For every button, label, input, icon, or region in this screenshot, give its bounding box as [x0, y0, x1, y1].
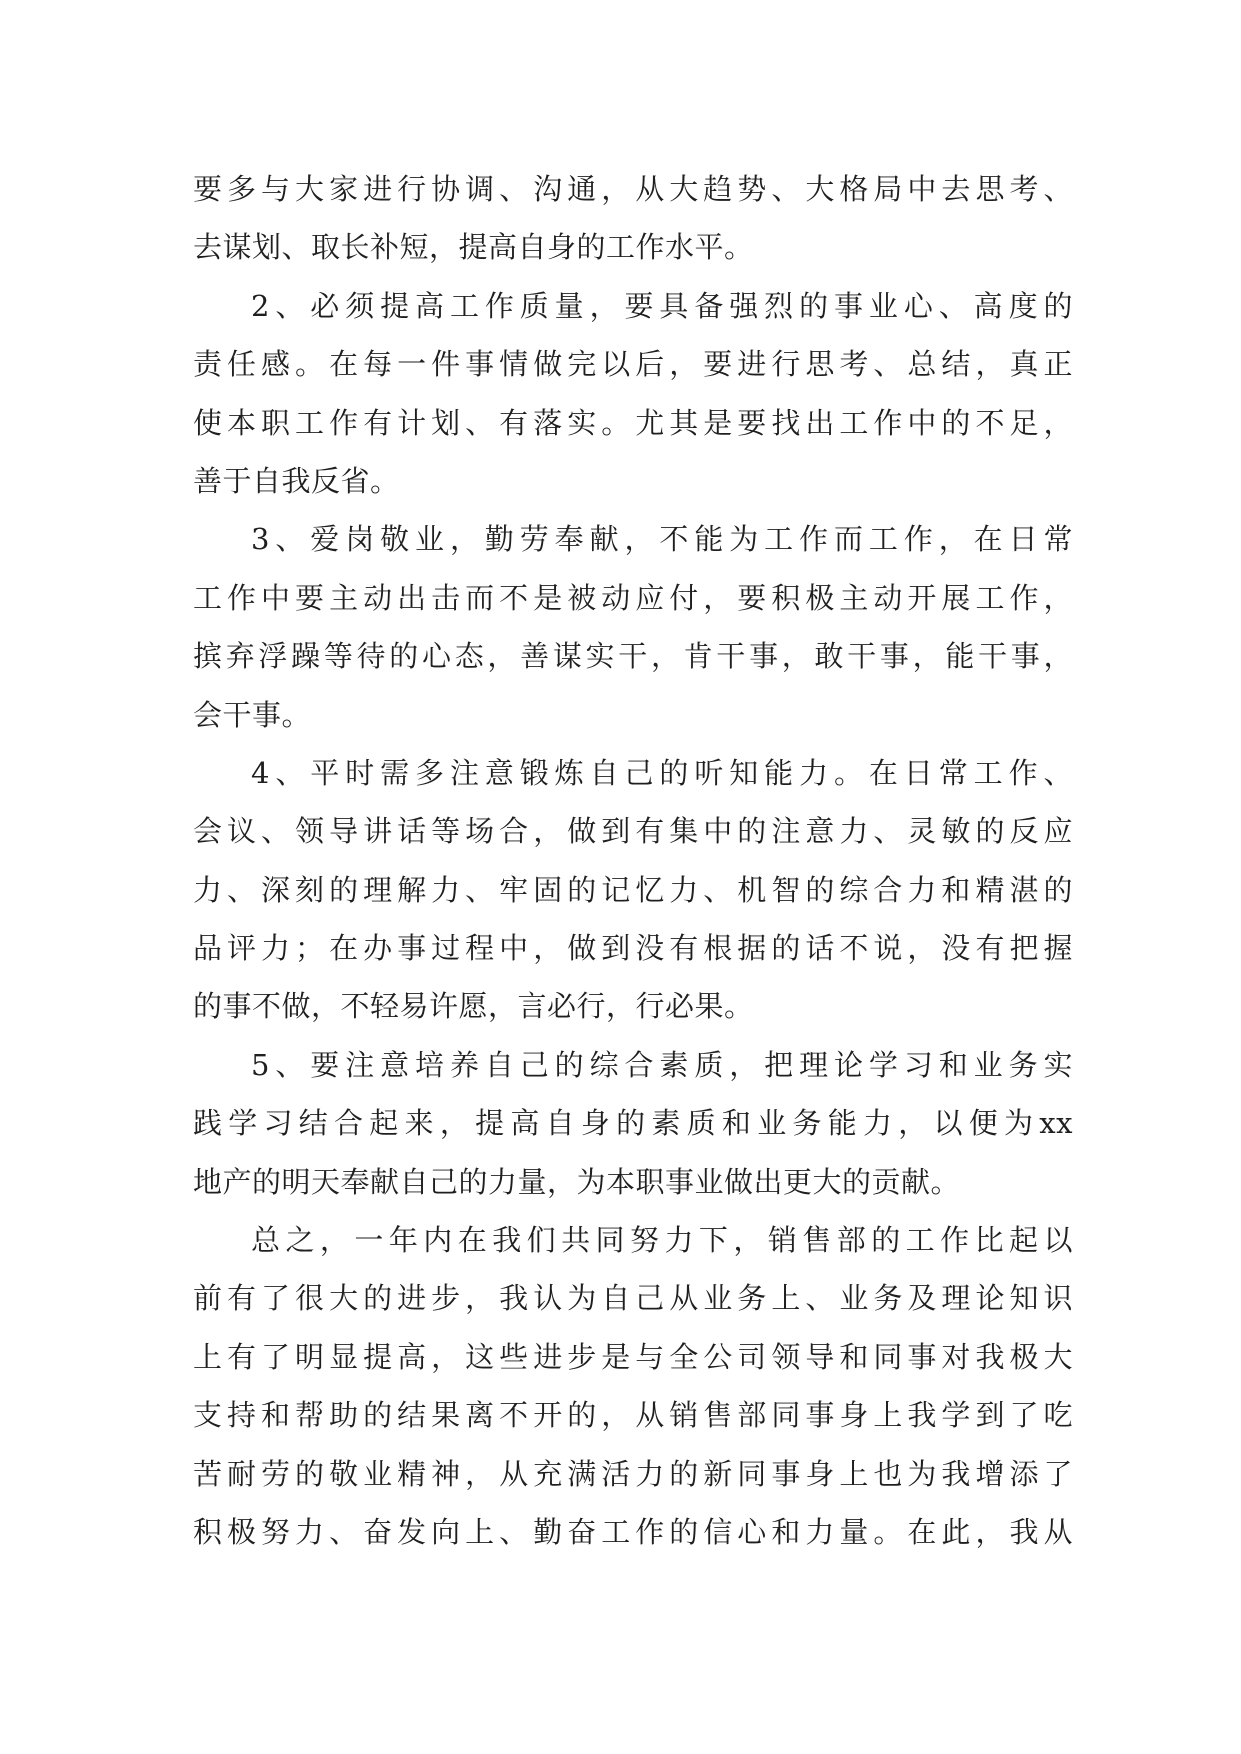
text-line: 5、要注意培养自己的综合素质，把理论学习和业务实 [251, 1047, 1073, 1082]
text-line: 地产的明天奉献自己的力量，为本职事业做出更大的贡献。 [193, 1164, 961, 1199]
text-line: 支持和帮助的结果离不开的，从销售部同事身上我学到了吃 [193, 1398, 1073, 1433]
text-line: 会干事。 [193, 697, 312, 732]
text-line: 使本职工作有计划、有落实。尤其是要找出工作中的不足， [193, 405, 1073, 440]
text-line: 4、平时需多注意锻炼自己的听知能力。在日常工作、 [251, 755, 1073, 790]
text-line: 苦耐劳的敬业精神，从充满活力的新同事身上也为我增添了 [193, 1456, 1073, 1491]
text-line: 2、必须提高工作质量，要具备强烈的事业心、高度的 [251, 288, 1073, 323]
text-line: 要多与大家进行协调、沟通，从大趋势、大格局中去思考、 [193, 172, 1073, 206]
text-line: 3、爱岗敬业，勤劳奉献，不能为工作而工作，在日常 [251, 522, 1073, 557]
text-line: 善于自我反省。 [193, 463, 400, 498]
document-body [193, 160, 1073, 1561]
text-line: 力、深刻的理解力、牢固的记忆力、机智的综合力和精湛的 [193, 872, 1073, 907]
text-line: 去谋划、取长补短，提高自身的工作水平。 [193, 230, 754, 265]
text-line: 责任感。在每一件事情做完以后，要进行思考、总结，真正 [193, 347, 1073, 382]
text-line: 践学习结合起来，提高自身的素质和业务能力，以便为xx [193, 1106, 1073, 1141]
text-line: 的事不做，不轻易许愿，言必行，行必果。 [193, 989, 754, 1024]
text-line: 上有了明显提高，这些进步是与全公司领导和同事对我极大 [193, 1339, 1073, 1374]
text-line: 摈弃浮躁等待的心态，善谋实干，肯干事，敢干事，能干事， [193, 639, 1073, 674]
text-line: 品评力；在办事过程中，做到没有根据的话不说，没有把握 [193, 931, 1073, 966]
text-line: 总之，一年内在我们共同努力下，销售部的工作比起以 [251, 1223, 1073, 1258]
text-line: 工作中要主动出击而不是被动应付，要积极主动开展工作， [193, 580, 1073, 615]
text-line: 前有了很大的进步，我认为自己从业务上、业务及理论知识 [193, 1281, 1073, 1316]
text-line: 会议、领导讲话等场合，做到有集中的注意力、灵敏的反应 [193, 814, 1073, 849]
text-line: 积极努力、奋发向上、勤奋工作的信心和力量。在此，我从 [193, 1514, 1073, 1549]
